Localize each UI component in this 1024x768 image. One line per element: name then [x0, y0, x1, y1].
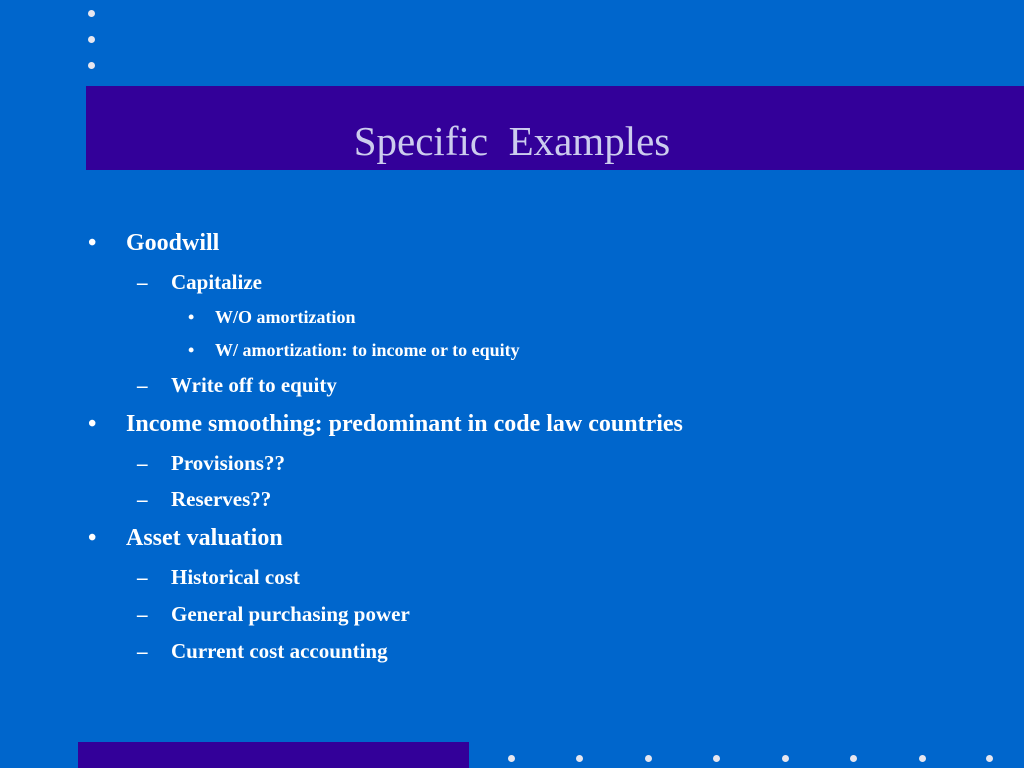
decorative-dot	[713, 755, 720, 762]
sub-bullet-text: Capitalize	[171, 270, 262, 294]
decorative-dot	[919, 755, 926, 762]
dash-marker: –	[137, 373, 148, 397]
sub-bullet-text: Historical cost	[171, 565, 300, 589]
bullet-text: Income smoothing: predominant in code law countries	[126, 411, 683, 437]
decorative-dot	[645, 755, 652, 762]
slide-title: Specific Examples	[353, 118, 671, 164]
sub-bullet-text: Reserves??	[171, 487, 272, 511]
sub-bullet-text: Current cost accounting	[171, 639, 388, 663]
dash-marker: –	[137, 639, 148, 663]
bottom-bar	[78, 742, 469, 768]
bullet-text: Asset valuation	[126, 525, 283, 551]
bullet-marker: •	[188, 307, 195, 327]
bullet-marker: •	[88, 525, 97, 551]
sub-sub-bullet-text: W/O amortization	[215, 307, 356, 327]
sub-bullet-text: General purchasing power	[171, 602, 410, 626]
decorative-dot	[986, 755, 993, 762]
dash-marker: –	[137, 602, 148, 626]
sub-bullet-text: Write off to equity	[171, 373, 337, 397]
dash-marker: –	[137, 565, 148, 589]
sub-sub-bullet-text: W/ amortization: to income or to equity	[215, 340, 520, 360]
dash-marker: –	[137, 270, 148, 294]
dash-marker: –	[137, 487, 148, 511]
dash-marker: –	[137, 451, 148, 475]
decorative-dot	[508, 755, 515, 762]
bullet-text: Goodwill	[126, 230, 220, 256]
decorative-dots-bottom	[508, 755, 1008, 765]
bullet-marker: •	[88, 230, 97, 256]
decorative-dot	[850, 755, 857, 762]
sub-bullet-text: Provisions??	[171, 451, 285, 475]
bullet-marker: •	[88, 411, 97, 437]
decorative-dot	[782, 755, 789, 762]
bullet-marker: •	[188, 340, 195, 360]
decorative-dot	[576, 755, 583, 762]
